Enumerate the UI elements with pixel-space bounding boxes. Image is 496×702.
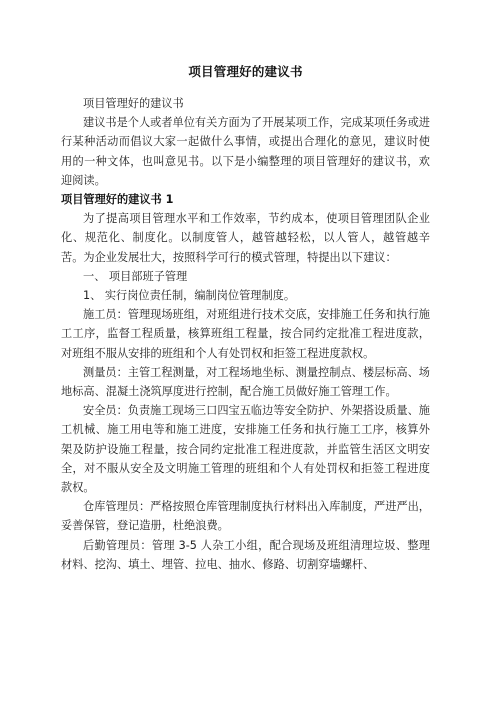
body-paragraph: 项目管理好的建议书 (83, 97, 184, 110)
body-paragraph: 测量员：主管工程测量，对工程场地坐标、测量控制点、楼层标高、场地标高、混凝土浇筑厚度进行控制，配合施工员做好施工管理工作。 (61, 365, 430, 399)
body-paragraph: 一、 项目部班子管理 (83, 269, 188, 283)
body-paragraph: 建议书是个人或者单位有关方面为了开展某项工作，完成某项任务或进行某种活动而倡议大家一起做什么事情，或提出合理化的意见，建议时使用的一种文体，也叫意见书。以下是小编整理的项目管理好的建议书，欢迎阅读。 (61, 116, 430, 187)
document-title: 项目管理好的建议书 (188, 64, 303, 79)
body-paragraph: 施工员：管理现场班组，对班组进行技术交底，安排施工任务和执行施工工序，监督工程质量，核算班组工程量，按合同约定批准工程进度款，对班组不服从安排的班组和个人有处罚权和拒签工程进度款权。 (61, 308, 430, 360)
body-paragraph: 安全员：负责施工现场三口四宝五临边等安全防护、外架搭设质量、施工机械、施工用电等和施工进度，安排施工任务和执行施工工序，核算外架及防护设施工程量，按合同约定批准工程进度款，并监管生活区文明安全，对不服从安全及文明施工管理的班组和个人有处罚权和拒签工程进度款权。 (61, 404, 430, 495)
body-paragraph: 为了提高项目管理水平和工作效率，节约成本，使项目管理团队企业化、规范化、制度化。以制度管人，越管越轻松，以人管人，越管越辛苦。为企业发展壮大，按照科学可行的模式管理，特提出以下建议： (61, 212, 430, 264)
body-paragraph: 仓库管理员：严格按照仓库管理制度执行材料出入库制度，严进严出，妥善保管，登记造册，杜绝浪费。 (61, 500, 430, 533)
body-paragraph: 后勤管理员：管理 3-5 人杂工小组，配合现场及班组清理垃圾、整理材料、挖沟、填土、埋管、拉电、抽水、修路、切割穿墙螺杆、 (61, 538, 430, 571)
body-paragraph: 1、 实行岗位责任制，编制岗位管理制度。 (83, 289, 296, 303)
section-heading: 项目管理好的建议书 1 (61, 193, 174, 207)
